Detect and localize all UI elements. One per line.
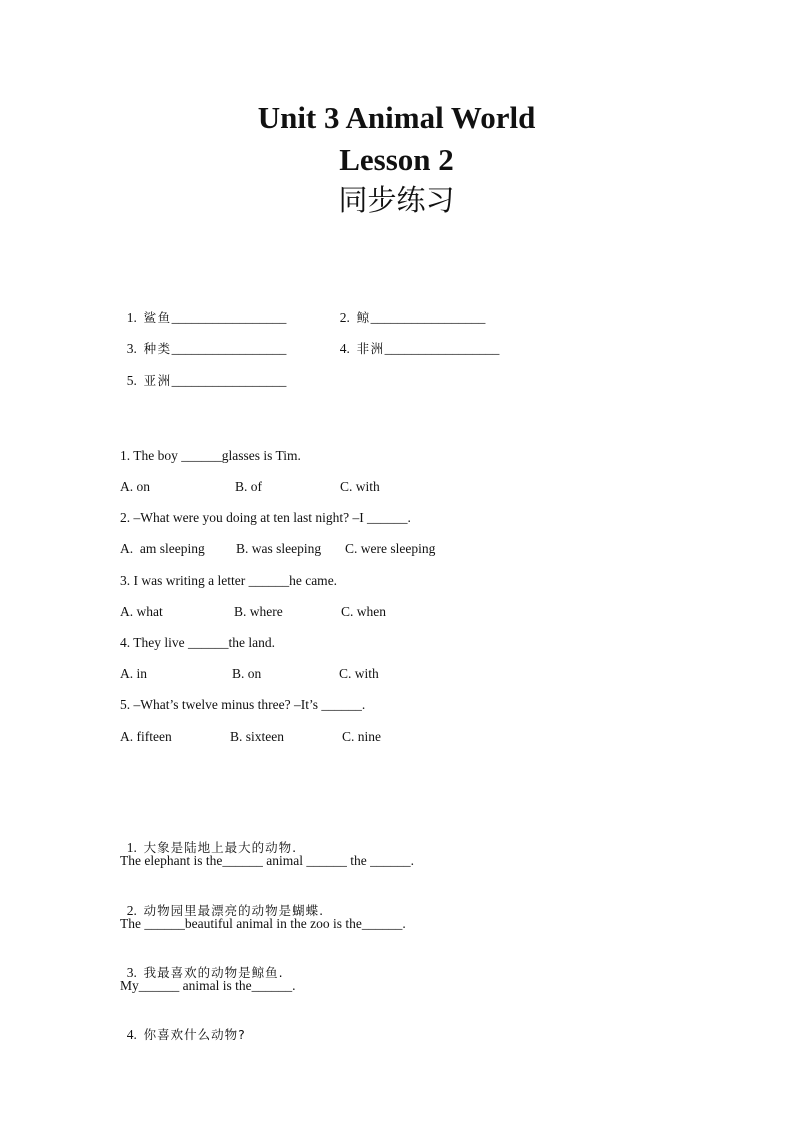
vocab-item: 1. 鲨鱼_________________ [126,310,287,325]
page-title: Unit 3 Animal World [257,100,536,135]
translation-prompt: 4. 你喜欢什么动物? [126,1027,246,1042]
choice-option: B. where [234,604,283,619]
translation-prompt: 1. 大象是陆地上最大的动物. [126,840,298,855]
vocab-item: 2. 鲸_________________ [339,310,486,325]
exercise-title: 同步练习 [338,183,455,217]
choice-option: A. what [120,604,163,619]
translation-prompt: 3. 我最喜欢的动物是鲸鱼. [126,965,284,980]
choice-option: C. with [340,479,380,494]
choice-option: C. nine [342,729,381,744]
choice-option: C. when [341,604,386,619]
choice-option: C. with [339,666,379,681]
choice-option: C. were sleeping [345,541,436,556]
choice-option: B. of [235,479,262,494]
choice-question: 2. –What were you doing at ten last night? –I ______. [120,510,411,525]
choice-question: 3. I was writing a letter ______he came. [120,573,338,588]
choice-option: A. fifteen [120,729,172,744]
translation-answer: My______ animal is the______. [120,978,296,993]
choice-option: B. was sleeping [236,541,322,556]
choice-question: 4. They live ______the land. [120,635,275,650]
choice-option: A. am sleeping [120,541,205,556]
lesson-title: Lesson 2 [339,142,454,177]
vocab-item: 3. 种类_________________ [126,341,287,356]
choice-option: B. sixteen [230,729,284,744]
vocab-item: 5. 亚洲_________________ [126,373,287,388]
choice-question: 5. –What’s twelve minus three? –It’s ______. [120,697,366,712]
translation-prompt: 2. 动物园里最漂亮的动物是蝴蝶. [126,903,325,918]
translation-answer: The ______beautiful animal in the zoo is the______. [120,916,406,931]
choice-option: A. on [120,479,150,494]
vocab-item: 4. 非洲_________________ [339,341,500,356]
choice-option: A. in [120,666,147,681]
translation-answer: The elephant is the______ animal ______ the ______. [120,853,414,868]
choice-option: B. on [232,666,262,681]
choice-question: 1. The boy ______glasses is Tim. [120,448,301,463]
